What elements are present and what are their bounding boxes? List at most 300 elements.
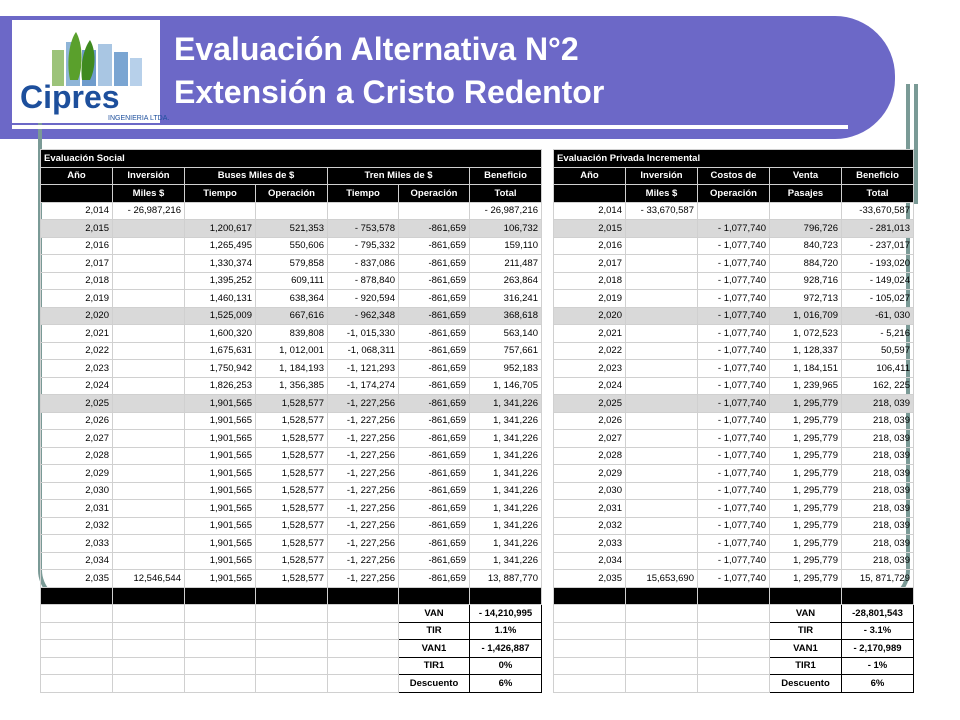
social-summary-label: TIR	[399, 622, 470, 640]
private-cell: - 281,013	[842, 220, 914, 238]
social-cell: -1, 227,256	[328, 395, 399, 413]
social-summary-value: 6%	[470, 675, 542, 693]
private-cell: - 1,077,740	[698, 360, 770, 378]
gap-cell	[542, 167, 554, 185]
separator-cell	[626, 587, 698, 605]
private-cell	[770, 202, 842, 220]
social-section-title: Evaluación Social	[41, 150, 542, 168]
social-cell: 1,528,577	[256, 395, 328, 413]
private-cell: 1, 016,709	[770, 307, 842, 325]
table-row	[41, 465, 914, 483]
social-cell	[113, 237, 185, 255]
social-cell	[113, 395, 185, 413]
social-cell: - 753,578	[328, 220, 399, 238]
social-cell: 2,021	[41, 325, 113, 343]
gap-cell	[542, 675, 554, 693]
separator-cell	[842, 587, 914, 605]
social-cell: 563,140	[470, 325, 542, 343]
private-cell: 2,019	[554, 290, 626, 308]
social-cell: 667,616	[256, 307, 328, 325]
social-cell: -861,659	[399, 307, 470, 325]
table-row	[41, 202, 914, 220]
social-cell: 1, 341,226	[470, 500, 542, 518]
empty-cell	[256, 605, 328, 623]
empty-cell	[256, 675, 328, 693]
separator-cell	[554, 587, 626, 605]
social-cell: - 26,987,216	[470, 202, 542, 220]
social-cell: 1,528,577	[256, 447, 328, 465]
private-cell: 2,030	[554, 482, 626, 500]
separator-cell	[185, 587, 256, 605]
private-cell: 218, 039	[842, 395, 914, 413]
social-cell: -861,659	[399, 360, 470, 378]
gap-cell	[542, 237, 554, 255]
social-subheader: Miles $	[113, 185, 185, 203]
private-summary-value: 6%	[842, 675, 914, 693]
social-cell	[113, 290, 185, 308]
private-cell: - 1,077,740	[698, 237, 770, 255]
private-cell: 162, 225	[842, 377, 914, 395]
slide-title	[174, 28, 604, 114]
social-cell: 2,030	[41, 482, 113, 500]
social-cell: 12,546,544	[113, 570, 185, 588]
empty-cell	[41, 622, 113, 640]
private-cell: - 1,077,740	[698, 447, 770, 465]
social-cell: 1,826,253	[185, 377, 256, 395]
social-summary-value: 0%	[470, 657, 542, 675]
social-cell: 1, 146,705	[470, 377, 542, 395]
private-cell: - 1,077,740	[698, 395, 770, 413]
social-summary-label: VAN	[399, 605, 470, 623]
empty-cell	[554, 605, 626, 623]
private-cell: - 1,077,740	[698, 342, 770, 360]
social-cell: 521,353	[256, 220, 328, 238]
empty-cell	[256, 657, 328, 675]
table-row	[41, 272, 914, 290]
social-cell: 1,395,252	[185, 272, 256, 290]
private-summary-label: VAN1	[770, 640, 842, 658]
private-cell	[626, 535, 698, 553]
empty-cell	[41, 605, 113, 623]
title-underline	[12, 125, 848, 129]
private-cell	[626, 342, 698, 360]
header-row-2	[41, 185, 914, 203]
social-cell: 263,864	[470, 272, 542, 290]
empty-cell	[113, 622, 185, 640]
social-cell: 2,033	[41, 535, 113, 553]
table-row	[41, 255, 914, 273]
social-summary-value: 1.1%	[470, 622, 542, 640]
empty-cell	[626, 605, 698, 623]
social-cell: 757,661	[470, 342, 542, 360]
separator-cell	[470, 587, 542, 605]
social-cell: 1,901,565	[185, 570, 256, 588]
social-cell: 1,901,565	[185, 482, 256, 500]
private-cell: - 1,077,740	[698, 220, 770, 238]
gap-cell	[542, 500, 554, 518]
private-cell: - 1,077,740	[698, 307, 770, 325]
social-cell: 1, 341,226	[470, 482, 542, 500]
private-cell: 2,027	[554, 430, 626, 448]
private-subheader: Pasajes	[770, 185, 842, 203]
social-cell	[113, 360, 185, 378]
private-cell: 1, 072,523	[770, 325, 842, 343]
social-cell: 1,528,577	[256, 517, 328, 535]
spreadsheet	[40, 149, 914, 693]
social-cell	[113, 255, 185, 273]
table-row	[41, 430, 914, 448]
social-cell: 2,026	[41, 412, 113, 430]
empty-cell	[328, 640, 399, 658]
social-cell	[113, 535, 185, 553]
gap-cell	[542, 482, 554, 500]
social-cell: 2,018	[41, 272, 113, 290]
empty-cell	[113, 657, 185, 675]
social-cell: 1,528,577	[256, 535, 328, 553]
empty-cell	[554, 657, 626, 675]
table-row	[41, 570, 914, 588]
private-cell: 106,411	[842, 360, 914, 378]
social-cell: 1,901,565	[185, 517, 256, 535]
social-cell: 1, 356,385	[256, 377, 328, 395]
social-cell: - 920,594	[328, 290, 399, 308]
private-cell: 796,726	[770, 220, 842, 238]
gap-cell	[542, 517, 554, 535]
logo-name: Cipres	[20, 79, 120, 115]
social-cell: 1,675,631	[185, 342, 256, 360]
table-row	[41, 342, 914, 360]
private-subheader: Operación	[698, 185, 770, 203]
table-row	[41, 500, 914, 518]
gap-cell	[542, 552, 554, 570]
social-cell: 1,528,577	[256, 482, 328, 500]
social-cell: 2,024	[41, 377, 113, 395]
private-cell: 1, 295,779	[770, 482, 842, 500]
private-cell: - 1,077,740	[698, 552, 770, 570]
social-cell	[113, 272, 185, 290]
separator-row	[41, 587, 914, 605]
private-cell: - 1,077,740	[698, 500, 770, 518]
table-row	[41, 237, 914, 255]
social-summary-label: Descuento	[399, 675, 470, 693]
social-cell: 1,901,565	[185, 430, 256, 448]
private-cell: 2,020	[554, 307, 626, 325]
summary-row	[41, 622, 914, 640]
social-cell	[113, 552, 185, 570]
header-row-1	[41, 167, 914, 185]
private-cell: - 1,077,740	[698, 535, 770, 553]
empty-cell	[626, 622, 698, 640]
private-cell	[626, 430, 698, 448]
social-cell: 13, 887,770	[470, 570, 542, 588]
table-row	[41, 395, 914, 413]
social-cell	[113, 377, 185, 395]
empty-cell	[41, 657, 113, 675]
social-cell: -861,659	[399, 237, 470, 255]
private-cell: 972,713	[770, 290, 842, 308]
private-summary-value: - 2,170,989	[842, 640, 914, 658]
social-cell: - 26,987,216	[113, 202, 185, 220]
social-cell	[113, 220, 185, 238]
table-row	[41, 517, 914, 535]
private-cell	[626, 220, 698, 238]
social-cell: -1, 227,256	[328, 517, 399, 535]
private-cell: 1, 239,965	[770, 377, 842, 395]
separator-cell	[328, 587, 399, 605]
social-cell: -1, 227,256	[328, 500, 399, 518]
private-cell: 15, 871,729	[842, 570, 914, 588]
social-cell: 1,901,565	[185, 552, 256, 570]
social-cell: -861,659	[399, 517, 470, 535]
social-cell	[113, 412, 185, 430]
social-subheader: Tiempo	[328, 185, 399, 203]
private-cell: 2,016	[554, 237, 626, 255]
gap-cell	[542, 377, 554, 395]
private-cell: 2,028	[554, 447, 626, 465]
social-cell: 368,618	[470, 307, 542, 325]
empty-cell	[328, 605, 399, 623]
social-cell: -861,659	[399, 465, 470, 483]
empty-cell	[41, 640, 113, 658]
social-cell: 2,034	[41, 552, 113, 570]
social-cell: -1, 227,256	[328, 535, 399, 553]
social-cell: 609,111	[256, 272, 328, 290]
social-cell: 2,025	[41, 395, 113, 413]
private-cell: 1, 295,779	[770, 552, 842, 570]
private-cell: 1, 295,779	[770, 570, 842, 588]
social-cell: 1,330,374	[185, 255, 256, 273]
summary-row	[41, 605, 914, 623]
social-cell: 1,460,131	[185, 290, 256, 308]
social-cell: 579,858	[256, 255, 328, 273]
social-cell: -861,659	[399, 395, 470, 413]
social-cell: 2,022	[41, 342, 113, 360]
social-cell: 1,901,565	[185, 412, 256, 430]
private-cell: 1, 184,151	[770, 360, 842, 378]
social-cell: 2,017	[41, 255, 113, 273]
empty-cell	[698, 657, 770, 675]
private-cell	[626, 412, 698, 430]
social-cell: -1, 174,274	[328, 377, 399, 395]
social-cell: 1, 341,226	[470, 412, 542, 430]
private-header: Inversión	[626, 167, 698, 185]
private-cell: 2,034	[554, 552, 626, 570]
social-summary-label: VAN1	[399, 640, 470, 658]
header-blank	[41, 185, 113, 203]
private-cell: 2,023	[554, 360, 626, 378]
private-cell: - 105,027	[842, 290, 914, 308]
empty-cell	[256, 622, 328, 640]
social-cell: 2,032	[41, 517, 113, 535]
private-cell: 1, 295,779	[770, 517, 842, 535]
private-cell: 2,024	[554, 377, 626, 395]
social-cell: 638,364	[256, 290, 328, 308]
social-cell: -861,659	[399, 342, 470, 360]
social-cell: -1, 227,256	[328, 482, 399, 500]
gap-cell	[542, 412, 554, 430]
private-cell: - 1,077,740	[698, 255, 770, 273]
empty-cell	[113, 605, 185, 623]
table-row	[41, 552, 914, 570]
social-cell: 839,808	[256, 325, 328, 343]
social-cell	[113, 465, 185, 483]
social-cell: 2,015	[41, 220, 113, 238]
social-cell: -861,659	[399, 377, 470, 395]
header-tren: Tren Miles de $	[328, 167, 470, 185]
private-cell: - 5,216	[842, 325, 914, 343]
gap-cell	[542, 430, 554, 448]
private-cell: - 1,077,740	[698, 570, 770, 588]
private-summary-value: - 1%	[842, 657, 914, 675]
social-cell: 1,750,942	[185, 360, 256, 378]
separator-cell	[256, 587, 328, 605]
private-cell: 1, 295,779	[770, 430, 842, 448]
social-cell: 550,606	[256, 237, 328, 255]
empty-cell	[626, 640, 698, 658]
social-cell	[185, 202, 256, 220]
private-cell: 928,716	[770, 272, 842, 290]
social-cell: 2,031	[41, 500, 113, 518]
social-cell: - 795,332	[328, 237, 399, 255]
title-line-2: Extensión a Cristo Redentor	[174, 74, 605, 110]
social-cell: -1, 227,256	[328, 465, 399, 483]
empty-cell	[698, 675, 770, 693]
separator-cell	[41, 587, 113, 605]
social-cell: -861,659	[399, 255, 470, 273]
social-cell: 1,901,565	[185, 447, 256, 465]
private-cell: -61, 030	[842, 307, 914, 325]
header-anio: Año	[41, 167, 113, 185]
table-row	[41, 290, 914, 308]
social-cell	[328, 202, 399, 220]
empty-cell	[185, 640, 256, 658]
private-cell	[626, 255, 698, 273]
social-summary-value: - 1,426,887	[470, 640, 542, 658]
private-cell: 15,653,690	[626, 570, 698, 588]
social-cell	[399, 202, 470, 220]
social-cell: 1,901,565	[185, 500, 256, 518]
private-cell: 1, 128,337	[770, 342, 842, 360]
social-cell: -1, 121,293	[328, 360, 399, 378]
private-cell: - 1,077,740	[698, 377, 770, 395]
empty-cell	[185, 657, 256, 675]
social-cell: 2,029	[41, 465, 113, 483]
gap-cell	[542, 605, 554, 623]
social-cell: 2,023	[41, 360, 113, 378]
private-summary-label: Descuento	[770, 675, 842, 693]
private-cell: - 237,017	[842, 237, 914, 255]
empty-cell	[41, 675, 113, 693]
private-cell: 1, 295,779	[770, 412, 842, 430]
gap-cell	[542, 272, 554, 290]
social-cell: 1, 012,001	[256, 342, 328, 360]
social-cell: -861,659	[399, 570, 470, 588]
private-cell: 2,021	[554, 325, 626, 343]
header-buses: Buses Miles de $	[185, 167, 328, 185]
private-cell: 218, 039	[842, 517, 914, 535]
empty-cell	[554, 640, 626, 658]
social-cell: -861,659	[399, 500, 470, 518]
private-summary-label: VAN	[770, 605, 842, 623]
social-cell: -861,659	[399, 325, 470, 343]
private-summary-label: TIR	[770, 622, 842, 640]
social-cell: 1,901,565	[185, 535, 256, 553]
social-cell: 1,525,009	[185, 307, 256, 325]
social-cell: 1,528,577	[256, 552, 328, 570]
empty-cell	[698, 622, 770, 640]
private-cell	[626, 482, 698, 500]
gap-cell	[542, 342, 554, 360]
summary-row	[41, 657, 914, 675]
private-cell: - 1,077,740	[698, 290, 770, 308]
private-cell: - 1,077,740	[698, 482, 770, 500]
private-cell: 1, 295,779	[770, 535, 842, 553]
table-row	[41, 412, 914, 430]
social-subheader: Tiempo	[185, 185, 256, 203]
private-cell: 218, 039	[842, 500, 914, 518]
gap-cell	[542, 622, 554, 640]
header-blank	[554, 185, 626, 203]
private-cell: -33,670,587	[842, 202, 914, 220]
private-summary-label: TIR1	[770, 657, 842, 675]
private-cell	[626, 517, 698, 535]
private-cell: 50,597	[842, 342, 914, 360]
private-cell	[626, 447, 698, 465]
social-cell: 1, 341,226	[470, 395, 542, 413]
private-cell: 218, 039	[842, 535, 914, 553]
private-cell	[626, 237, 698, 255]
private-cell	[626, 307, 698, 325]
private-cell: 884,720	[770, 255, 842, 273]
social-cell: 1, 341,226	[470, 535, 542, 553]
private-cell	[626, 500, 698, 518]
empty-cell	[185, 675, 256, 693]
empty-cell	[185, 622, 256, 640]
table-row	[41, 307, 914, 325]
empty-cell	[554, 675, 626, 693]
table-row	[41, 360, 914, 378]
social-cell: -861,659	[399, 535, 470, 553]
social-cell: 1,200,617	[185, 220, 256, 238]
private-cell: - 1,077,740	[698, 412, 770, 430]
private-cell: 2,014	[554, 202, 626, 220]
social-cell: 1,528,577	[256, 570, 328, 588]
social-cell: - 837,086	[328, 255, 399, 273]
logo-subtitle: INGENIERIA LTDA.	[108, 115, 170, 122]
social-cell	[256, 202, 328, 220]
private-cell: 2,022	[554, 342, 626, 360]
private-cell: - 1,077,740	[698, 272, 770, 290]
private-cell	[626, 325, 698, 343]
social-summary-label: TIR1	[399, 657, 470, 675]
social-cell	[113, 307, 185, 325]
social-cell: -861,659	[399, 447, 470, 465]
gap-cell	[542, 657, 554, 675]
empty-cell	[698, 640, 770, 658]
private-cell: 2,032	[554, 517, 626, 535]
private-cell	[626, 552, 698, 570]
social-cell: 1, 341,226	[470, 430, 542, 448]
social-cell: 1,528,577	[256, 465, 328, 483]
social-cell: - 878,840	[328, 272, 399, 290]
table-row	[41, 325, 914, 343]
empty-cell	[185, 605, 256, 623]
private-cell: 2,031	[554, 500, 626, 518]
gap-cell	[542, 587, 554, 605]
social-cell: 2,028	[41, 447, 113, 465]
social-cell	[113, 500, 185, 518]
social-cell	[113, 430, 185, 448]
